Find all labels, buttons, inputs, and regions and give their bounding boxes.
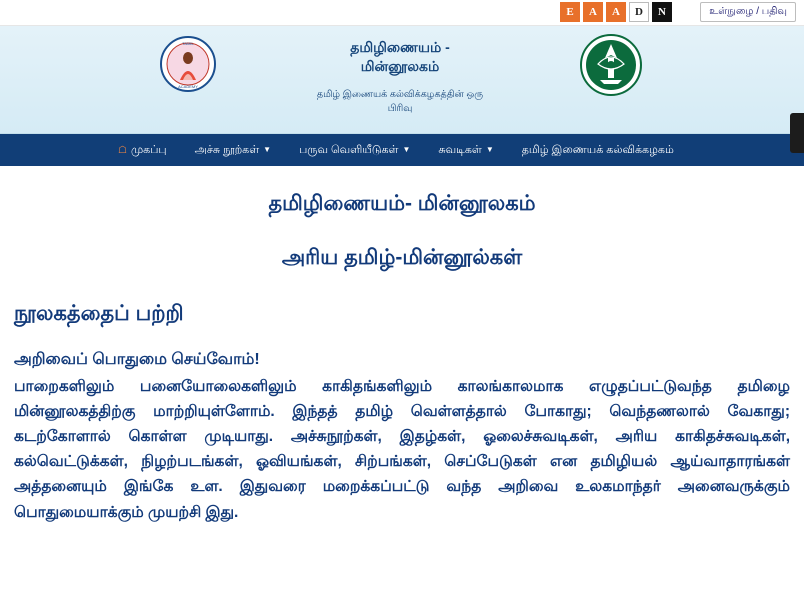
accessibility-normal-font-button[interactable]: A — [583, 2, 603, 22]
nav-item-print-books-label: அச்சு நூற்கள் — [194, 143, 260, 156]
svg-text:ACADEMY: ACADEMY — [178, 84, 198, 89]
about-lead-text: அறிவைப் பொதுமை செய்வோம்! — [14, 351, 260, 368]
tamil-virtual-academy-logo — [160, 36, 216, 92]
site-subtitle-line1: தமிழ் இணையக் கல்விக்கழகத்தின் ஒரு — [316, 89, 484, 100]
accessibility-toolbar — [560, 2, 672, 22]
accessibility-decrease-font-button[interactable]: A — [606, 2, 626, 22]
nav-item-print-books[interactable] — [181, 134, 285, 166]
site-header — [0, 26, 804, 134]
nav-item-periodicals-label: பருவ வெளியீடுகள் — [299, 143, 399, 156]
site-subtitle — [250, 88, 550, 117]
accessibility-increase-font-button[interactable]: E — [560, 2, 580, 22]
nav-item-tamil-virtual-academy[interactable] — [508, 134, 688, 166]
home-icon: ☖ — [118, 144, 127, 156]
nav-item-home[interactable] — [104, 134, 181, 167]
top-utility-bar — [0, 0, 804, 26]
login-register-button[interactable]: உள்நுழை / பதிவு — [700, 2, 796, 22]
site-title-line2: மின்னூலகம் — [360, 57, 440, 74]
svg-text:TAMIL: TAMIL — [182, 41, 194, 46]
site-title — [250, 38, 550, 76]
main-content — [0, 192, 804, 525]
site-title-line1: தமிழிணையம் - — [350, 39, 450, 55]
nav-item-periodicals[interactable] — [285, 134, 424, 166]
about-paragraph: பாறைகளிலும் பனையோலைகளிலும் காகிதங்களிலும் காலங்காலமாக எழுதப்பட்டுவந்த தமிழை மின்னூலகத்திற்கு மாற்றியுள்ளோம். இந்தத் தமிழ் வெள்ளத்தால் போகாது; வெந்தணலால் வேகாது; கடற்கோளால் கொள்ள முடியாது. அச்சுநூற்கள், இதழ்கள், ஓலைச்சுவடிகள், அரிய காகிதச்சுவடிகள், கல்வெட்டுக்கள், நிழற்படங்கள், ஓவியங்கள், சிற்பங்கள், செப்பேடுகள் என தமிழியல் ஆய்வாதாரங்கள் அத்தனையும் இங்கே உள. இதுவரை மறைக்கப்பட்டு வந்த அறிவை உலகமாந்தர் அனைவருக்கும் பொதுமையாக்கும் முயற்சி இது. — [14, 378, 790, 521]
about-section-title: நூலகத்தைப் பற்றி — [14, 302, 184, 325]
chevron-down-icon: ▼ — [485, 145, 494, 155]
nav-item-manuscripts[interactable] — [424, 134, 507, 166]
accessibility-default-contrast-button[interactable]: D — [629, 2, 649, 22]
chevron-down-icon: ▼ — [402, 145, 411, 155]
site-subtitle-line2: பிரிவு — [387, 103, 413, 115]
page-subtitle: அரிய தமிழ்-மின்னூல்கள் — [281, 246, 523, 269]
chevron-down-icon: ▼ — [263, 145, 272, 155]
main-navigation — [0, 134, 804, 166]
side-tab-handle[interactable] — [790, 113, 804, 153]
tamil-nadu-government-emblem — [580, 34, 642, 96]
page-title: தமிழிணையம்- மின்னூலகம் — [268, 192, 536, 215]
nav-item-tva-label: தமிழ் இணையக் கல்விக்கழகம் — [521, 144, 674, 156]
nav-item-home-label: முகப்பு — [130, 143, 167, 156]
accessibility-night-contrast-button[interactable]: N — [652, 2, 672, 22]
nav-item-manuscripts-label: சுவடிகள் — [438, 143, 482, 156]
